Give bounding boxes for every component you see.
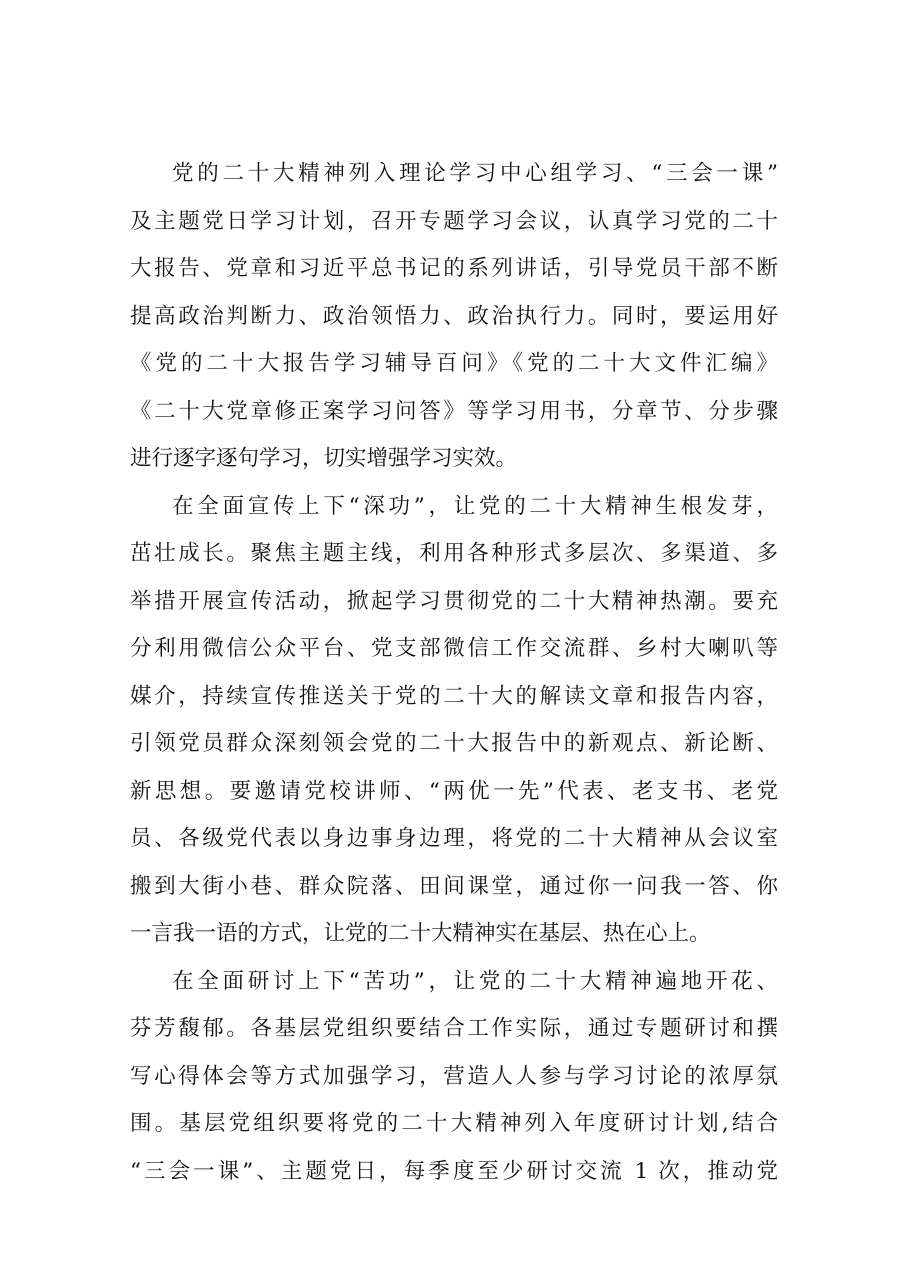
- document-body: [130, 150, 778, 1195]
- paragraph-1-line-4: 提高政治判断力、政治领悟力、政治执行力。同时，要运用好: [130, 303, 778, 329]
- paragraph-1-line-7: 进行逐字逐句学习，切实增强学习实效。: [130, 446, 518, 471]
- paragraph-2-line-4: 分利用微信公众平台、党支部微信工作交流群、乡村大喇叭等: [130, 636, 778, 661]
- paragraph-2-line-8: 员、各级党代表以身边事身边理，将党的二十大精神从会议室: [130, 826, 778, 851]
- paragraph-1-line-5: 《党的二十大报告学习辅导百问》《党的二十大文件汇编》: [130, 351, 778, 376]
- paragraph-2-line-3: 举措开展宣传活动，掀起学习贯彻党的二十大精神热潮。要充: [130, 588, 778, 614]
- paragraph-1-line-3: 大报告、党章和习近平总书记的系列讲话，引导党员干部不断: [130, 256, 778, 281]
- paragraph-2-line-5: 媒介，持续宣传推送关于党的二十大的解读文章和报告内容，: [130, 683, 778, 709]
- paragraph-3-line-1: 在全面研讨上下“苦功”，让党的二十大精神遍地开花、: [172, 968, 778, 994]
- paragraph-2-line-7: 新思想。要邀请党校讲师、“两优一先”代表、老支书、老党: [130, 778, 778, 804]
- paragraph-3-line-4: 围。基层党组织要将党的二十大精神列入年度研讨计划,结合: [130, 1111, 778, 1136]
- paragraph-2-line-1: 在全面宣传上下“深功”，让党的二十大精神生根发芽，: [172, 493, 778, 519]
- paragraph-1-line-2: 及主题党日学习计划，召开专题学习会议，认真学习党的二十: [130, 208, 778, 234]
- paragraph-1-line-1: 党的二十大精神列入理论学习中心组学习、“三会一课”: [172, 161, 778, 186]
- paragraph-2-line-6: 引领党员群众深刻领会党的二十大报告中的新观点、新论断、: [130, 731, 778, 756]
- paragraph-2-line-2: 茁壮成长。聚焦主题主线，利用各种形式多层次、多渠道、多: [130, 541, 778, 566]
- paragraph-2-line-10: 一言我一语的方式，让党的二十大精神实在基层、热在心上。: [130, 921, 711, 946]
- paragraph-3-line-2: 芬芳馥郁。各基层党组织要结合工作实际，通过专题研讨和撰: [130, 1016, 778, 1041]
- paragraph-1-line-6: 《二十大党章修正案学习问答》等学习用书，分章节、分步骤: [130, 398, 778, 424]
- paragraph-3-line-5: “三会一课”、主题党日，每季度至少研讨交流 1 次，推动党: [130, 1158, 778, 1184]
- paragraph-2-line-9: 搬到大街小巷、群众院落、田间课堂，通过你一问我一答、你: [130, 873, 778, 899]
- paragraph-3-line-3: 写心得体会等方式加强学习，营造人人参与学习讨论的浓厚氛: [130, 1063, 778, 1089]
